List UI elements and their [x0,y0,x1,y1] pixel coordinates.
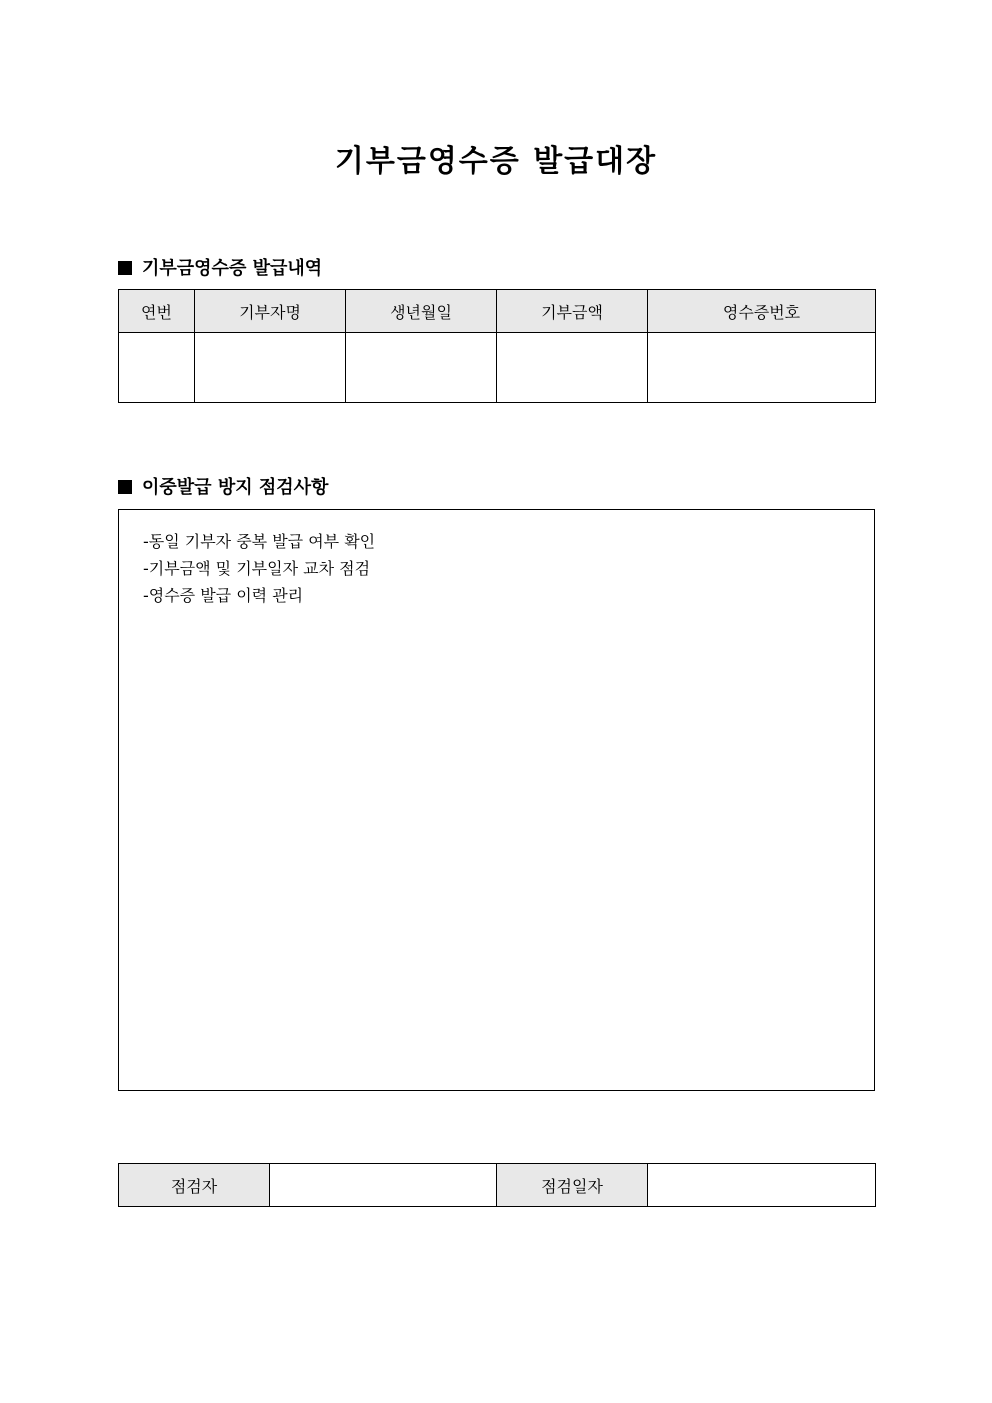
inspection-date-label: 점검일자 [497,1164,648,1207]
column-header: 생년월일 [346,290,497,333]
inspector-label: 점검자 [119,1164,270,1207]
section-heading-text: 기부금영수증 발급내역 [142,258,323,279]
checklist-box [118,509,875,1091]
column-header: 기부금액 [497,290,648,333]
section-heading-text: 이중발급 방지 점검사항 [142,477,329,498]
page-title: 기부금영수증 발급대장 [334,144,658,179]
cell-receipt-number[interactable] [648,333,876,403]
section-heading-issuance [118,254,322,280]
table-row [119,333,876,403]
inspector-field[interactable] [270,1164,497,1207]
column-header: 연번 [119,290,195,333]
cell-amount[interactable] [497,333,648,403]
square-bullet-icon [118,261,132,275]
checklist-item: -기부금액 및 기부일자 교차 점검 [143,559,371,578]
column-header: 기부자명 [195,290,346,333]
cell-serial[interactable] [119,333,195,403]
cell-birthdate[interactable] [346,333,497,403]
cell-donor-name[interactable] [195,333,346,403]
checklist-item: -영수증 발급 이력 관리 [143,586,304,605]
section-heading-checklist [118,473,328,499]
column-header: 영수증번호 [648,290,876,333]
inspection-date-field[interactable] [648,1164,876,1207]
issuance-table [118,289,876,403]
checklist-item: -동일 기부자 중복 발급 여부 확인 [143,532,376,551]
square-bullet-icon [118,480,132,494]
inspection-table [118,1163,876,1207]
